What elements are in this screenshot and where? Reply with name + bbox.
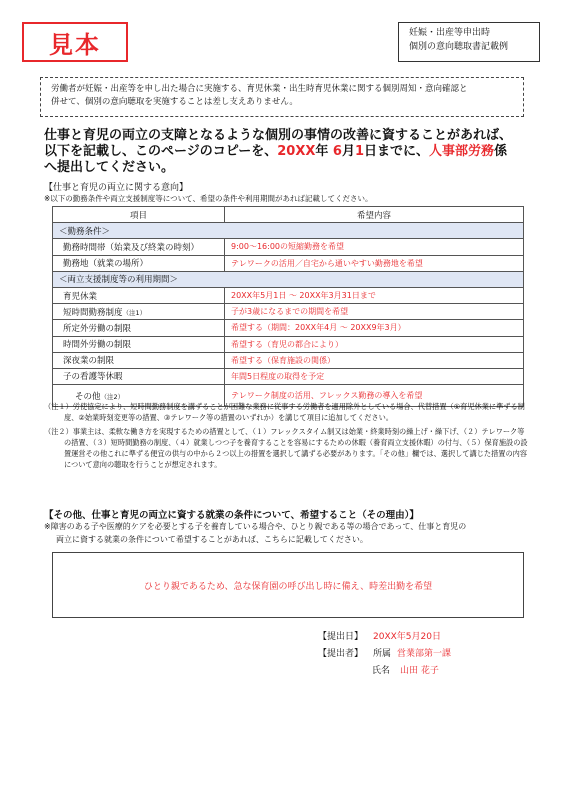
headline — [44, 128, 540, 176]
submitter-affiliation — [318, 646, 451, 659]
footnote-2: （注２）事業主は、柔軟な働き方を実現するための措置として、（１）フレックスタイム制又は始業・終業時刻の繰上げ・繰下げ、（２）テレワーク等の措置、（３）短時間勤務の制度、（４）就業しつつ子を養育することを容易にするための休暇（養育両立支援休暇）の付与、（５）保育施設の設置運営その他これに準ずる便宜の供与の中から２つ以上の措置を選択して講ずる必要があります。「その他」欄では、選択して講じた措置の内容について意向の聴取を行うことが想定されます。 — [44, 427, 528, 469]
row-item-label: その他 — [75, 391, 101, 402]
row-item: 勤務時間帯（始業及び終業の時刻） — [53, 239, 225, 255]
other-wishes-answer: ひとり親であるため、急な保育園の呼び出し時に備え、時差出勤を希望 — [143, 581, 433, 592]
row-wish: 希望する（期間：20XX年4月 ～ 20XX9年3月） — [225, 320, 524, 336]
table-row — [53, 336, 524, 352]
row-item — [53, 336, 225, 352]
name-label: 氏名 — [372, 666, 391, 676]
row-item-label: 育児休業 — [63, 291, 98, 302]
headline-text: 係 — [494, 144, 508, 159]
deadline-dept: 人事部労務 — [429, 144, 495, 159]
row-wish: 希望する（保育施設の関係） — [225, 352, 524, 368]
submission-date — [318, 629, 441, 642]
category-row — [53, 223, 524, 239]
other-wishes-field[interactable] — [52, 552, 524, 618]
headline-line1: 仕事と育児の両立の支障となるような個別の事情の改善に資することがあれば、 — [44, 128, 513, 143]
notice-line1: 労働者が妊娠・出産等を申し出た場合に実施する、育児休業・出生時育児休業に関する個別周知・意向確認と — [51, 84, 468, 94]
headline-text: 以下を記載し、このページのコピーを、 — [44, 144, 278, 159]
row-item-label: 短時間勤務制度 — [63, 307, 123, 318]
section1-title: 【仕事と育児の両立に関する意向】 — [44, 183, 189, 193]
deadline-year: 20XX — [277, 144, 316, 159]
affiliation-label: 所属 — [373, 649, 392, 659]
row-wish: 子が3歳になるまでの期間を希望 — [225, 304, 524, 320]
table-row — [53, 239, 524, 255]
row-item — [53, 304, 225, 320]
page-bottom-margin — [0, 700, 566, 800]
headline-line3: へ提出してください。 — [44, 160, 175, 175]
row-item — [53, 352, 225, 368]
notice-box — [40, 77, 524, 117]
table-row — [53, 304, 524, 320]
row-wish: 20XX年5月1日 ～ 20XX年3月31日まで — [225, 287, 524, 303]
notice-line2: 併せて、個別の意向聴取を実施することは差し支えありません。 — [51, 97, 298, 107]
table-header — [53, 207, 524, 223]
table-row — [53, 352, 524, 368]
row-wish: 9:00～16:00の短縮勤務を希望 — [225, 239, 524, 255]
form-type-label — [398, 22, 540, 62]
headline-line2 — [44, 144, 540, 160]
col-wish-header: 希望内容 — [225, 207, 524, 223]
submission-date-value: 20XX年5月20日 — [373, 632, 441, 642]
footnote-ref: （注2） — [100, 392, 125, 401]
section1-note: ※以下の勤務条件や両立支援制度等について、希望の条件や利用期間があれば記載してください。 — [44, 194, 373, 203]
footnote-ref: （注1） — [122, 308, 147, 317]
table-row — [53, 255, 524, 271]
name-value: 山田 花子 — [400, 666, 439, 676]
footnotes — [44, 401, 530, 473]
row-wish: 年間5日程度の取得を予定 — [225, 368, 524, 384]
submitter-name — [372, 663, 439, 676]
table-row — [53, 368, 524, 384]
form-type-line1: 妊娠・出産等申出時 — [409, 28, 491, 38]
submitter-label: 【提出者】 — [318, 649, 364, 659]
col-item-header: 項目 — [53, 207, 225, 223]
row-wish: 希望する（育児の都合により） — [225, 336, 524, 352]
sample-stamp: 見本 — [22, 22, 128, 62]
row-item — [53, 368, 225, 384]
table-row — [53, 287, 524, 303]
intent-table — [52, 206, 524, 407]
headline-text: 年 — [315, 144, 329, 159]
table-row — [53, 320, 524, 336]
section2-note-line1: ※障害のある子や医療的ケアを必要とする子を養育している場合や、ひとり親である等の場合であって、仕事と育児の — [44, 522, 467, 531]
row-item — [53, 287, 225, 303]
row-wish: テレワークの活用／自宅から通いやすい勤務地を希望 — [225, 255, 524, 271]
row-item-label: 子の看護等休暇 — [63, 372, 123, 383]
row-wish: テレワーク制度の活用、フレックス勤務の導入を希望 — [225, 385, 524, 407]
form-type-line2: 個別の意向聴取書記載例 — [409, 42, 509, 52]
headline-text: 日までに、 — [364, 144, 430, 159]
row-item — [53, 320, 225, 336]
category-work-conditions: ＜勤務条件＞ — [53, 223, 524, 239]
headline-text: 月 — [341, 144, 355, 159]
category-support-systems: ＜両立支援制度等の利用期間＞ — [53, 271, 524, 287]
row-item: 勤務地（就業の場所） — [53, 255, 225, 271]
footnote-1: （注１）労使協定により、短時間勤務制度を講ずることが困難な業務に従事する労働者を適用除外としている場合、代替措置（①育児休業に準ずる制度、②始業時刻変更等の措置、③テレワーク等の措置のいずれか）を講じて項目に追加してください。 — [44, 402, 525, 422]
row-item-label: 深夜業の制限 — [63, 356, 115, 367]
category-row — [53, 271, 524, 287]
deadline-month: 6 — [332, 144, 342, 159]
affiliation-value: 営業部第一課 — [397, 649, 452, 659]
section2-title: 【その他、仕事と育児の両立に資する就業の条件について、希望すること（その理由）】 — [44, 510, 419, 521]
submission-date-label: 【提出日】 — [318, 632, 364, 642]
row-item-label: 時間外労働の制限 — [63, 340, 132, 351]
section2-note-line2: 両立に資する就業の条件について希望することがあれば、こちらに記載してください。 — [56, 535, 368, 544]
deadline-day: 1 — [354, 144, 365, 159]
row-item-label: 所定外労働の制限 — [63, 323, 132, 334]
section2-note — [44, 520, 528, 546]
